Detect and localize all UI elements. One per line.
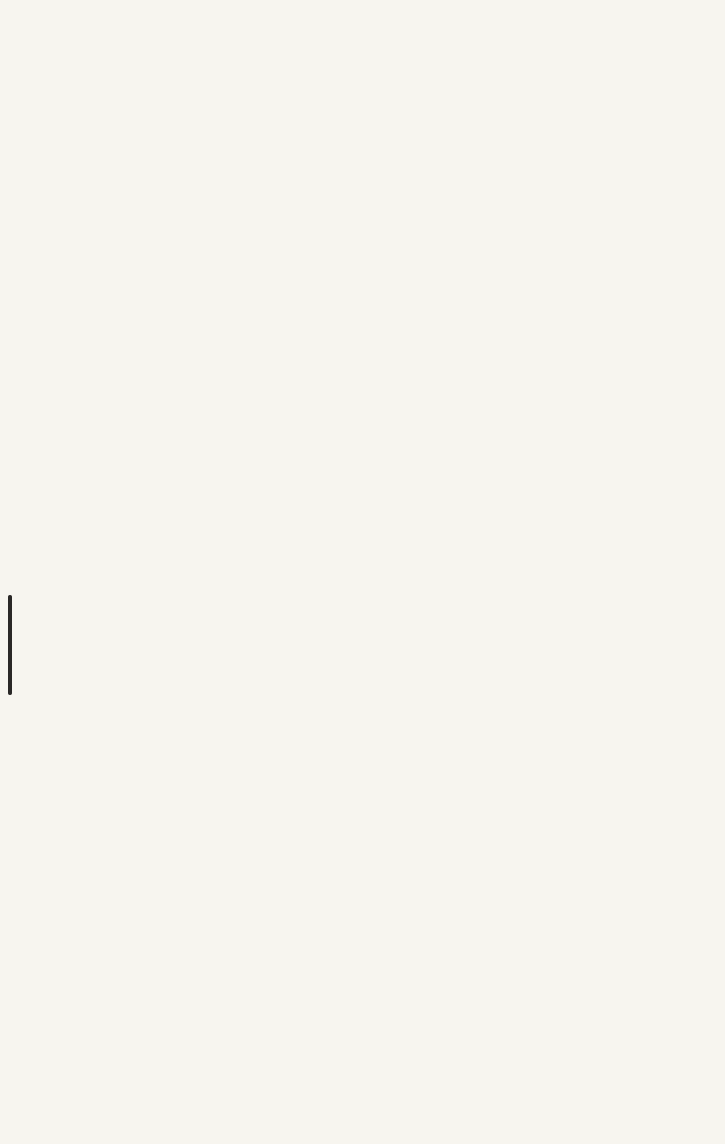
margin-mark (8, 595, 12, 695)
page-header (50, 30, 681, 58)
